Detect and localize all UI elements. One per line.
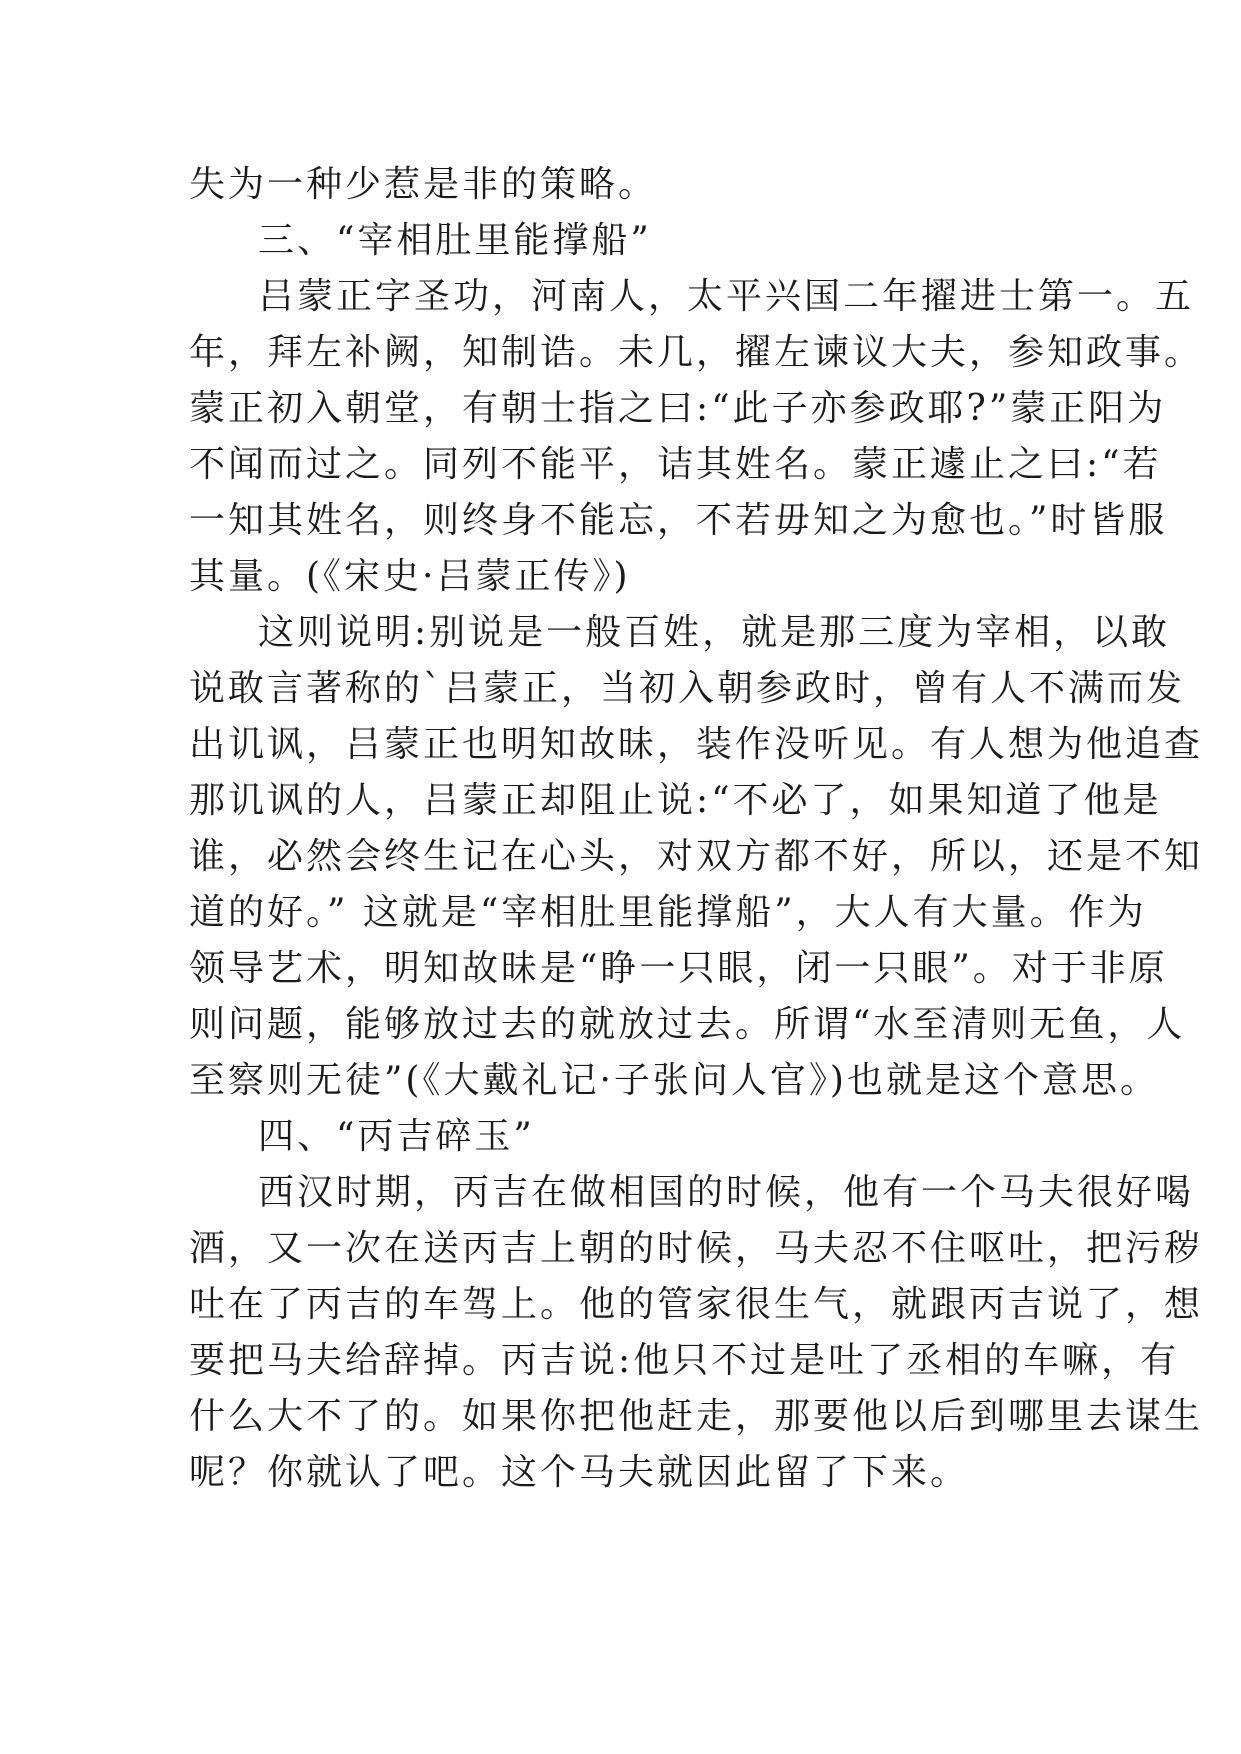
text-line: 吕蒙正字圣功，河南人，太平兴国二年擢进士第一。五: [258, 276, 1195, 317]
text-line: 领导艺术，明知故昧是“睁一只眼，闭一只眼”。对于非原: [189, 948, 1168, 989]
text-line: 出讥讽，吕蒙正也明知故昧，装作没听见。有人想为他追查: [189, 724, 1204, 765]
text-line: 则问题，能够放过去的就放过去。所谓“水至清则无鱼，人: [189, 1004, 1186, 1045]
text-line: 那讥讽的人，吕蒙正却阻止说:“不必了，如果知道了他是: [189, 780, 1162, 821]
text-line: 呢？你就认了吧。这个马夫就因此留了下来。: [189, 1452, 970, 1493]
text-line: 不闻而过之。同列不能平，诘其姓名。蒙正遽止之曰:“若: [189, 444, 1162, 485]
text-line: 吐在了丙吉的车驾上。他的管家很生气，就跟丙吉说了，想: [189, 1284, 1204, 1325]
text-line: 至察则无徒”(《大戴礼记·子张问人官》)也就是这个意思。: [189, 1060, 1159, 1101]
text-line: 道的好。” 这就是“宰相肚里能撑船”，大人有大量。作为: [189, 892, 1147, 933]
text-line: 一知其姓名，则终身不能忘，不若毋知之为愈也。”时皆服: [189, 500, 1168, 541]
text-line: 西汉时期，丙吉在做相国的时候，他有一个马夫很好喝: [258, 1172, 1195, 1213]
text-line: 说敢言著称的`吕蒙正，当初入朝参政时，曾有人不满而发: [189, 668, 1186, 709]
text-line: 要把马夫给辞掉。丙吉说:他只不过是吐了丞相的车嘛，有: [189, 1340, 1180, 1381]
text-line: 年，拜左补阙，知制诰。未几，擢左谏议大夫，参知政事。: [189, 332, 1204, 373]
text-line: 酒，又一次在送丙吉上朝的时候，马夫忍不住呕吐，把污秽: [189, 1228, 1204, 1269]
text-line: 谁，必然会终生记在心头，对双方都不好，所以，还是不知: [189, 836, 1204, 877]
text-line: 什么大不了的。如果你把他赶走，那要他以后到哪里去谋生: [189, 1396, 1204, 1437]
text-line: 蒙正初入朝堂，有朝士指之曰:“此子亦参政耶?”蒙正阳为: [189, 388, 1167, 429]
text-line: 失为一种少惹是非的策略。: [189, 164, 658, 205]
section-heading: 四、“丙吉碎玉”: [258, 1116, 535, 1157]
section-heading: 三、“宰相肚里能撑船”: [258, 220, 652, 261]
text-line: 这则说明:别说是一般百姓，就是那三度为宰相，以敢: [258, 612, 1171, 653]
text-line: 其量。(《宋史·吕蒙正传》): [189, 556, 631, 597]
